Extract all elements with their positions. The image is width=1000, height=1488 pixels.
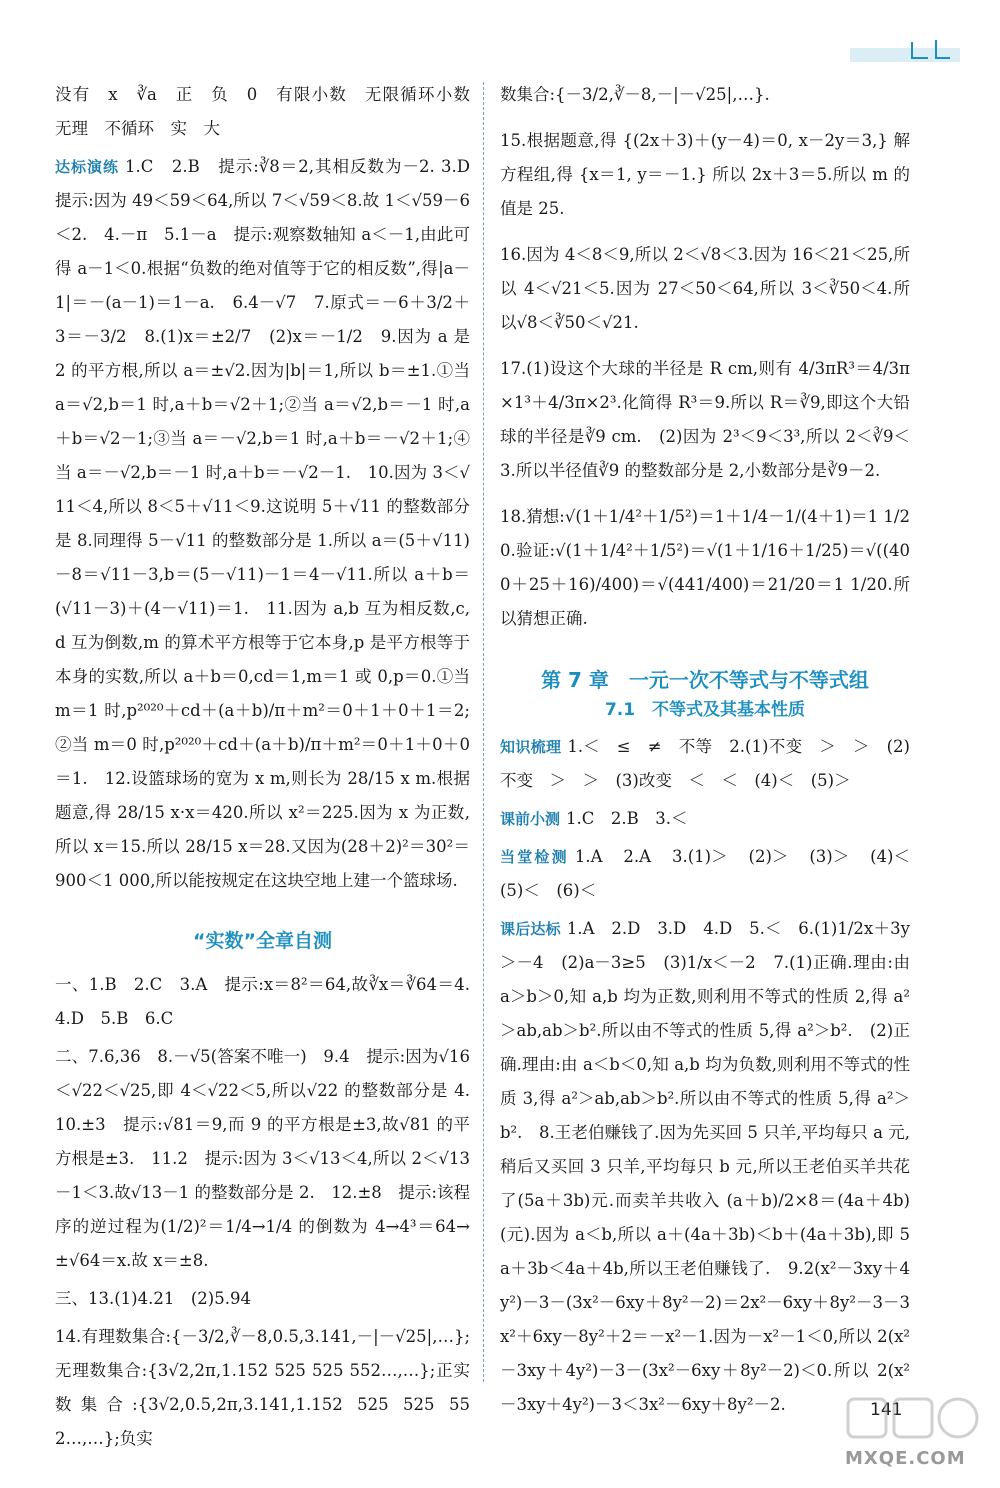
answer-paragraph: 14.有理数集合:{－3/2,∛－8,0.5,3.141,－|－√25|,…};无理数集合:{3√2,2π,1.152 525 525 552…,…};正实数集合:{3√2,0.5,2π,3.141,1.152 525 525 552…,…};负实	[55, 1327, 470, 1448]
answer-paragraph: 没有 x ∛a 正 负 0 有限小数 无限循环小数 无理 不循环 实 大	[55, 85, 487, 138]
answer-paragraph: 15.根据题意,得 {(2x＋3)＋(y－4)＝0, x－2y＝3,} 解方程组,得 {x＝1, y＝－1.} 所以 2x＋3＝5.所以 m 的值是 25.	[500, 131, 910, 218]
column-divider	[483, 82, 484, 1382]
chapter-title: 第 7 章 一元一次不等式与不等式组	[541, 668, 869, 692]
answer-paragraph	[500, 840, 927, 908]
answer-paragraph: 16.因为 4＜8＜9,所以 2＜√8＜3.因为 16＜21＜25,所以 4＜√21＜5.因为 27＜50＜64,所以 3＜∛50＜4.所以√8＜∛50＜√21.	[500, 245, 910, 332]
section-label: 课后达标	[500, 920, 561, 938]
answer-paragraph: 一、1.B 2.C 3.A 提示:x＝8²＝64,故∛x＝∛64＝4. 4.D 5.B 6.C	[55, 975, 487, 1028]
corner-decoration-icon	[850, 38, 960, 66]
right-column	[500, 78, 927, 1426]
answer-text: 1.＜ ≤ ≠ 不等 2.(1)不变 ＞ ＞ (2)不变 ＞ ＞ (3)改变 ＜ ＜ (4)＜ (5)＞	[500, 737, 910, 790]
section-label: 知识梳理	[500, 738, 562, 756]
answer-paragraph: 17.(1)设这个大球的半径是 R cm,则有 4/3πR³＝4/3π×1³＋4/3π×2³.化简得 R³＝9.所以 R＝∛9,即这个大铅球的半径是∛9 cm. (2)因为 2³＜9＜3³,所以 2＜∛9＜3.所以半径值∛9 的整数部分是 2,小数部分是∛9－2.	[500, 359, 910, 480]
answer-paragraph	[55, 150, 487, 898]
answer-paragraph	[500, 912, 910, 1422]
answer-text: 1.A 2.D 3.D 4.D 5.＜ 6.(1)1/2x＋3y＞－4 (2)a－3≥5 (3)1/x＜－2 7.(1)正确.理由:由 a＞b＞0,知 a,b 均为正数,则利用不等式的性质 2,得 a²＞ab,ab＞b².所以由不等式的性质 5,得 a²＞b². (2)正确.理由:由 a＜b＜0,知 a,b 均为负数,则利用不等式的性质 3,得 a²＞ab,ab＞b².所以由不等式的性质 5,得 a²＞b². 8.王老伯赚钱了.因为先买回 5 只羊,平均每只 a 元,稍后又买回 3 只羊,平均每只 b 元,所以王老伯买羊共花了(5a＋3b)元.而卖羊共收入 (a＋b)/2×8＝(4a＋4b)(元).因为 a＜b,所以 a＋(4a＋3b)＜b＋(4a＋3b),即 5a＋3b＜4a＋4b,所以王老伯赚钱了. 9.2(x²－3xy＋4y²)－3－(3x²－6xy＋8y²－2)＝2x²－6xy＋8y²－3－3x²＋6xy－8y²＋2＝－x²－1.因为－x²－1＜0,所以 2(x²－3xy＋4y²)－3－(3x²－6xy＋8y²－2)＜0.所以 2(x²－3xy＋4y²)－3＜3x²－6xy＋8y²－2.	[500, 919, 910, 1414]
answer-text: 1.A 2.A 3.(1)＞ (2)＞ (3)＞ (4)＜ (5)＜ (6)＜	[500, 847, 927, 900]
section-label: 达标演练	[55, 158, 119, 176]
watermark-text: MXQE.COM	[845, 1448, 966, 1469]
answer-paragraph: 18.猜想:√(1＋1/4²＋1/5²)＝1＋1/4－1/(4＋1)＝1 1/20.验证:√(1＋1/4²＋1/5²)＝√(1＋1/16＋1/25)＝√((400＋25＋16)/400)＝√(441/400)＝21/20＝1 1/20.所以猜想正确.	[500, 507, 910, 628]
answer-text: 1.C 2.B 3.＜	[566, 809, 688, 828]
answer-paragraph	[500, 730, 910, 798]
answer-paragraph	[500, 802, 910, 836]
subsection-title: 7.1 不等式及其基本性质	[604, 700, 806, 720]
answer-paragraph: 数集合:{－3/2,∛－8,－|－√25|,…}.	[500, 85, 770, 104]
answer-paragraph: 二、7.6,36 8.－√5(答案不唯一) 9.4 提示:因为√16＜√22＜√25,即 4＜√22＜5,所以√22 的整数部分是 4. 10.±3 提示:√81＝9,而 9 的平方根是±3,故√81 的平方根是±3. 11.2 提示:因为 3＜√13＜4,所以 2＜√13－1＜3.故√13－1 的整数部分是 2. 12.±8 提示:该程序的逆过程为(1/2)²＝1/4→1/4 的倒数为 4→4³＝64→±√64＝x.故 x＝±8.	[55, 1047, 487, 1270]
answer-paragraph: 三、13.(1)4.21 (2)5.94	[55, 1289, 251, 1308]
section-label: 当堂检测	[500, 848, 569, 866]
section-label: 课前小测	[500, 810, 561, 828]
left-column	[55, 78, 487, 1460]
answer-text: 1.C 2.B 提示:∛8＝2,其相反数为－2. 3.D 提示:因为 49＜59＜64,所以 7＜√59＜8.故 1＜√59－6＜2. 4.－π 5.1－a 提示:观察数轴知 a＜－1,由此可得 a－1＜0.根据“负数的绝对值等于它的相反数”,得|a－1|＝－(a－1)＝1－a. 6.4－√7 7.原式＝－6＋3/2＋3＝－3/2 8.(1)x＝±2/7 (2)x＝－1/2 9.因为 a 是 2 的平方根,所以 a＝±√2.因为|b|＝1,所以 b＝±1.①当 a＝√2,b＝1 时,a＋b＝√2＋1;②当 a＝√2,b＝－1 时,a＋b＝√2－1;③当 a＝－√2,b＝1 时,a＋b＝－√2＋1;④当 a＝－√2,b＝－1 时,a＋b＝－√2－1. 10.因为 3＜√11＜4,所以 8＜5＋√11＜9.这说明 5＋√11 的整数部分是 8.同理得 5－√11 的整数部分是 1.所以 a＝(5＋√11)－8＝√11－3,b＝(5－√11)－1＝4－√11.所以 a＋b＝(√11－3)＋(4－√11)＝1. 11.因为 a,b 互为相反数,c,d 互为倒数,m 的算术平方根等于它本身,p 是平方根等于本身的实数,所以 a＋b＝0,cd＝1,m＝1 或 0,p＝0.①当 m＝1 时,p²⁰²⁰＋cd＋(a＋b)/π＋m²＝0＋1＋0＋1＝2;②当 m＝0 时,p²⁰²⁰＋cd＋(a＋b)/π＋m²＝0＋1＋0＋0＝1. 12.设篮球场的宽为 x m,则长为 28/15 x m.根据题意,得 28/15 x·x＝420.所以 x²＝225.因为 x 为正数,所以 x＝15.所以 28/15 x＝28.又因为(28＋2)²＝30²＝900＜1 000,所以能按规定在这块空地上建一个篮球场.	[55, 157, 487, 890]
section-title: “实数”全章自测	[193, 930, 332, 952]
page-number: 141	[870, 1400, 903, 1420]
